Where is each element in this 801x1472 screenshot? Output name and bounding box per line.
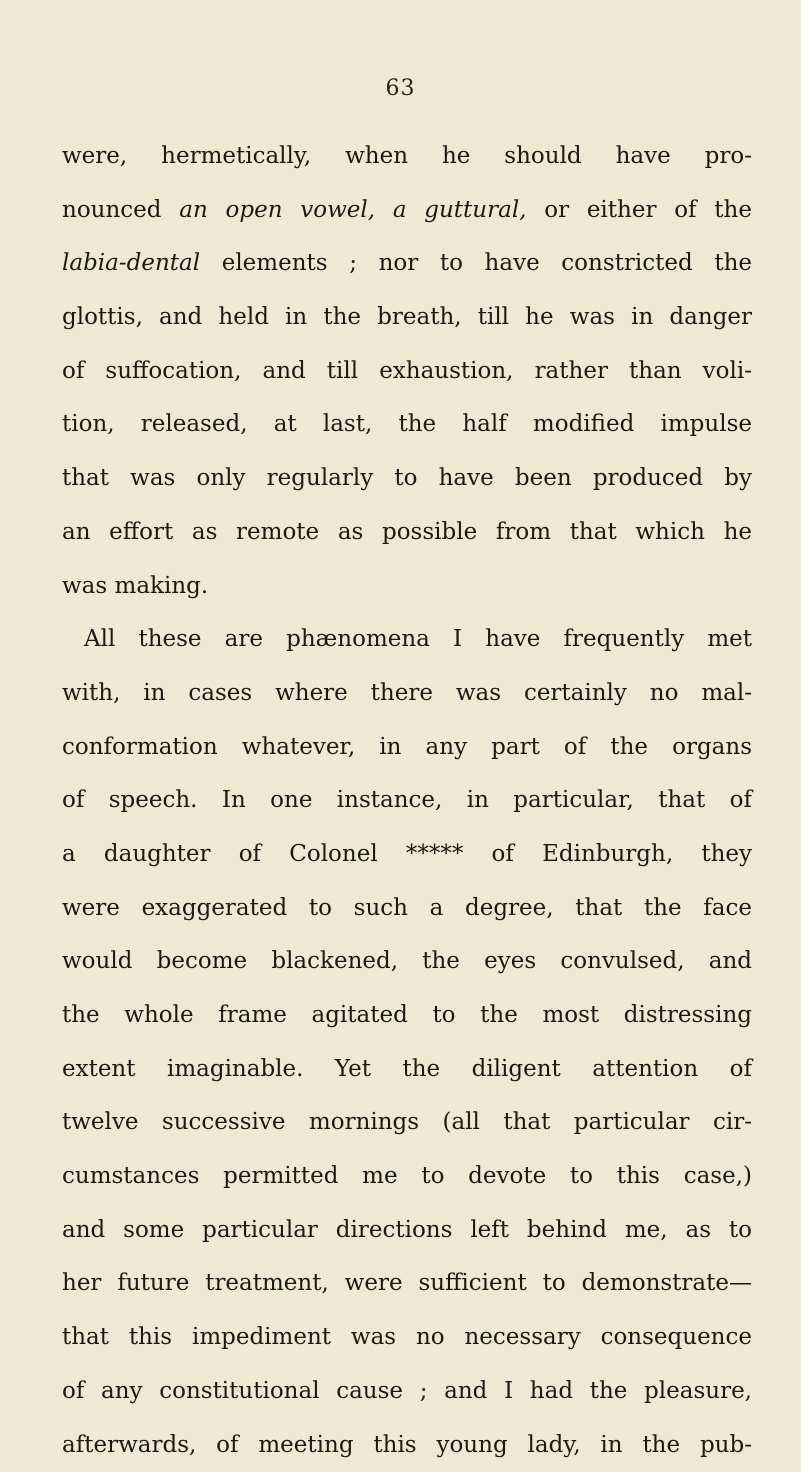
- text-line: a daughter of Colonel ***** of Edinburgh, they: [62, 828, 752, 882]
- text-line: All these are phænomena I have frequently met: [62, 613, 752, 667]
- text-line: an effort as remote as possible from that which he: [62, 506, 752, 560]
- text-span: or either of the: [526, 197, 752, 223]
- text-line: would become blackened, the eyes convulsed, and: [62, 935, 752, 989]
- text-line: of suffocation, and till exhaustion, rather than voli-: [62, 345, 752, 399]
- text-line: were exaggerated to such a degree, that the face: [62, 882, 752, 936]
- text-line: were, hermetically, when he should have pro-: [62, 130, 752, 184]
- italic-phrase: an open vowel, a guttural,: [179, 197, 526, 223]
- text-line: afterwards, of meeting this young lady, in the pub-: [62, 1419, 752, 1472]
- text-line: cumstances permitted me to devote to this case,): [62, 1150, 752, 1204]
- text-line: of any constitutional cause ; and I had the pleasure,: [62, 1365, 752, 1419]
- text-line: twelve successive mornings (all that particular cir-: [62, 1096, 752, 1150]
- text-line: extent imaginable. Yet the diligent attention of: [62, 1043, 752, 1097]
- text-line: conformation whatever, in any part of the organs: [62, 721, 752, 775]
- text-line: tion, released, at last, the half modified impulse: [62, 398, 752, 452]
- text-line: the whole frame agitated to the most distressing: [62, 989, 752, 1043]
- text-span: nounced: [62, 197, 179, 223]
- text-line: that this impediment was no necessary consequence: [62, 1311, 752, 1365]
- body-text: [62, 130, 752, 1472]
- text-span: elements ; nor to have constricted the: [200, 250, 752, 276]
- text-line: was making.: [62, 560, 752, 614]
- text-line: [62, 184, 752, 238]
- text-line: [62, 237, 752, 291]
- text-line: glottis, and held in the breath, till he was in danger: [62, 291, 752, 345]
- text-line: of speech. In one instance, in particular, that of: [62, 774, 752, 828]
- italic-phrase: labia-dental: [62, 250, 200, 276]
- text-line: and some particular directions left behind me, as to: [62, 1204, 752, 1258]
- text-line: with, in cases where there was certainly no mal-: [62, 667, 752, 721]
- text-line: that was only regularly to have been produced by: [62, 452, 752, 506]
- page-number: 63: [0, 76, 801, 101]
- text-line: her future treatment, were sufficient to demonstrate—: [62, 1257, 752, 1311]
